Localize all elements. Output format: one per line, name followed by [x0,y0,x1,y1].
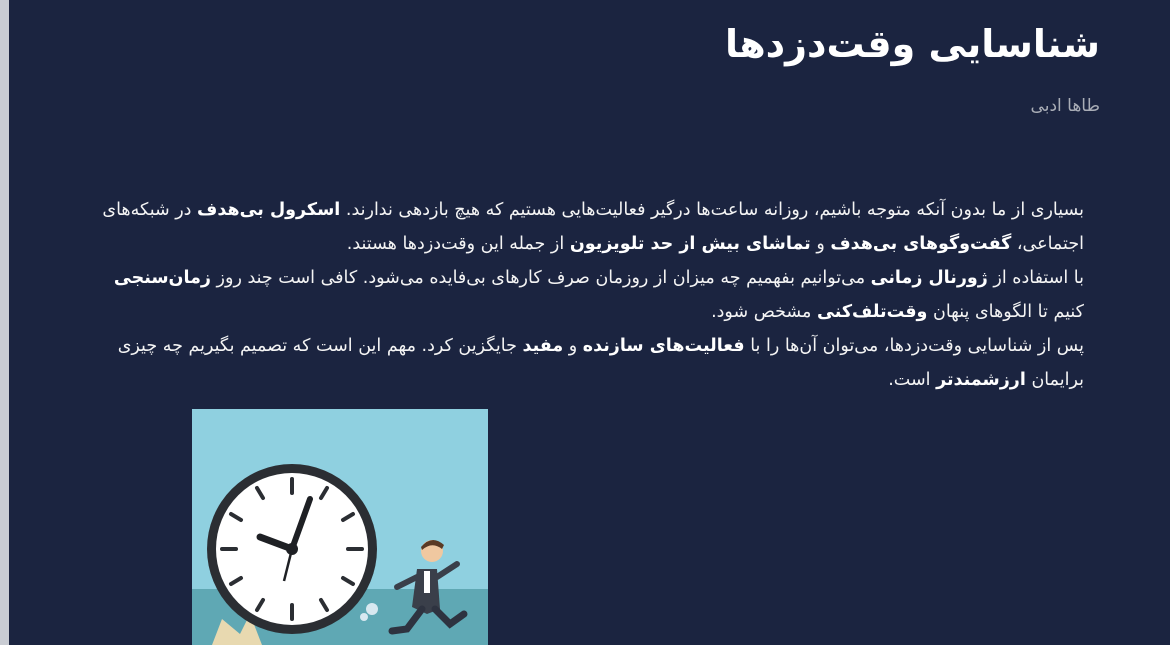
bold-term: گفت‌وگوهای بی‌هدف [830,234,1012,254]
paragraph-text: در شبکه‌های اجتماعی، [102,200,1084,254]
paragraph-time-wasters [100,193,1084,261]
bold-term: مفید [522,336,564,356]
paragraph-text: از جمله این وقت‌دزدها هستند. [346,234,570,254]
bold-term: تماشای بیش از حد تلویزیون [569,234,811,254]
bold-term: ژورنال زمانی [870,268,988,288]
paragraph-text: و [810,234,831,254]
paragraph-time-journal [100,261,1084,329]
paragraph-text: پس از شناسایی وقت‌دزدها، می‌توان آن‌ها را با [744,336,1084,356]
paragraph-text: مشخص شود. [711,302,817,322]
clock-running-man-illustration [192,409,488,645]
bold-term: فعالیت‌های سازنده [582,336,745,356]
bold-term: اسکرول بی‌هدف [197,200,341,220]
paragraph-text: با استفاده از [987,268,1084,288]
bold-term: زمان‌سنجی [113,268,211,288]
article-author: طاها ادبی [1030,96,1100,116]
paragraph-text: است. [888,370,937,390]
paragraph-text: بسیاری از ما بدون آنکه متوجه باشیم، روزانه ساعت‌ها درگیر فعالیت‌هایی هستیم که هیچ بازدهی ندارند. [340,200,1084,220]
bold-term: ارزشمندتر [936,370,1026,390]
paragraph-replacement [100,329,1084,397]
paragraph-text: می‌توانیم بفهمیم چه میزان از روزمان صرف کارهای بی‌فایده می‌شود. کافی است چند روز [210,268,871,288]
article-body [100,193,1084,397]
article-title: شناسایی وقت‌دزدها [725,22,1100,66]
paragraph-text: کنیم تا الگوهای پنهان [927,302,1084,322]
paragraph-text: و [563,336,583,356]
bold-term: وقت‌تلف‌کنی [816,302,928,322]
paragraph-text: جایگزین کرد. مهم این است که تصمیم بگیریم چه چیزی برایمان [117,336,1084,390]
